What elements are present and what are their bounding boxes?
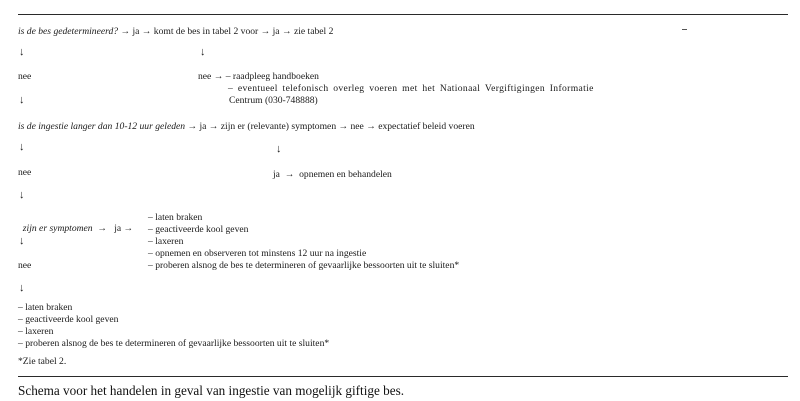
fallback-item: – laxeren — [18, 326, 54, 337]
stray-mark — [682, 29, 687, 30]
answer-no: nee — [18, 71, 32, 82]
answer-no: nee — [18, 260, 32, 271]
question-2-line — [18, 121, 475, 132]
arrow-down-icon: ↓ — [19, 282, 25, 294]
bottom-rule — [18, 376, 788, 377]
arrow-down-icon: ↓ — [19, 189, 25, 201]
question-3-flow: → ja → — [92, 223, 134, 234]
question-3: zijn er symptomen — [22, 223, 93, 234]
no-branch-item: – eventueel telefonisch overleg voeren met het Nationaal Vergiftigingen Informatie — [228, 83, 594, 94]
no-branch-item: Centrum (030-748888) — [229, 95, 318, 106]
answer-no: nee — [18, 167, 32, 178]
treatment-item: – geactiveerde kool geven — [148, 224, 249, 235]
arrow-down-icon: ↓ — [200, 46, 206, 58]
yes-branch-admit: ja → opnemen en behandelen — [273, 169, 392, 180]
question-1: is de bes gedetermineerd? — [18, 26, 119, 37]
fallback-item: – laten braken — [18, 302, 73, 313]
arrow-down-icon: ↓ — [19, 235, 25, 247]
top-rule — [18, 14, 788, 15]
question-3-line — [18, 212, 133, 234]
arrow-down-icon: ↓ — [276, 143, 282, 155]
treatment-item: – proberen alsnog de bes te determineren of gevaarlijke bessoorten uit te sluiten* — [148, 260, 460, 271]
question-2-flow: → ja → zijn er (relevante) symptomen → nee → expectatief beleid voeren — [185, 121, 475, 132]
arrow-down-icon: ↓ — [19, 141, 25, 153]
footnote: *Zie tabel 2. — [18, 356, 67, 367]
question-2: is de ingestie langer dan 10-12 uur geleden — [18, 121, 186, 132]
no-branch-consult: nee → – raadpleeg handboeken — [198, 71, 319, 82]
fallback-item: – geactiveerde kool geven — [18, 314, 119, 325]
figure-caption: Schema voor het handelen in geval van ingestie van mogelijk giftige bes. — [18, 383, 404, 398]
question-1-line — [18, 26, 333, 37]
treatment-item: – laxeren — [148, 236, 184, 247]
question-1-flow: → ja → komt de bes in tabel 2 voor → ja → zie tabel 2 — [118, 26, 334, 37]
treatment-item: – opnemen en observeren tot minstens 12 uur na ingestie — [148, 248, 367, 259]
arrow-down-icon: ↓ — [19, 94, 25, 106]
fallback-item: – proberen alsnog de bes te determineren of gevaarlijke bessoorten uit te sluiten* — [18, 338, 330, 349]
arrow-down-icon: ↓ — [19, 46, 25, 58]
treatment-item: – laten braken — [148, 212, 203, 223]
